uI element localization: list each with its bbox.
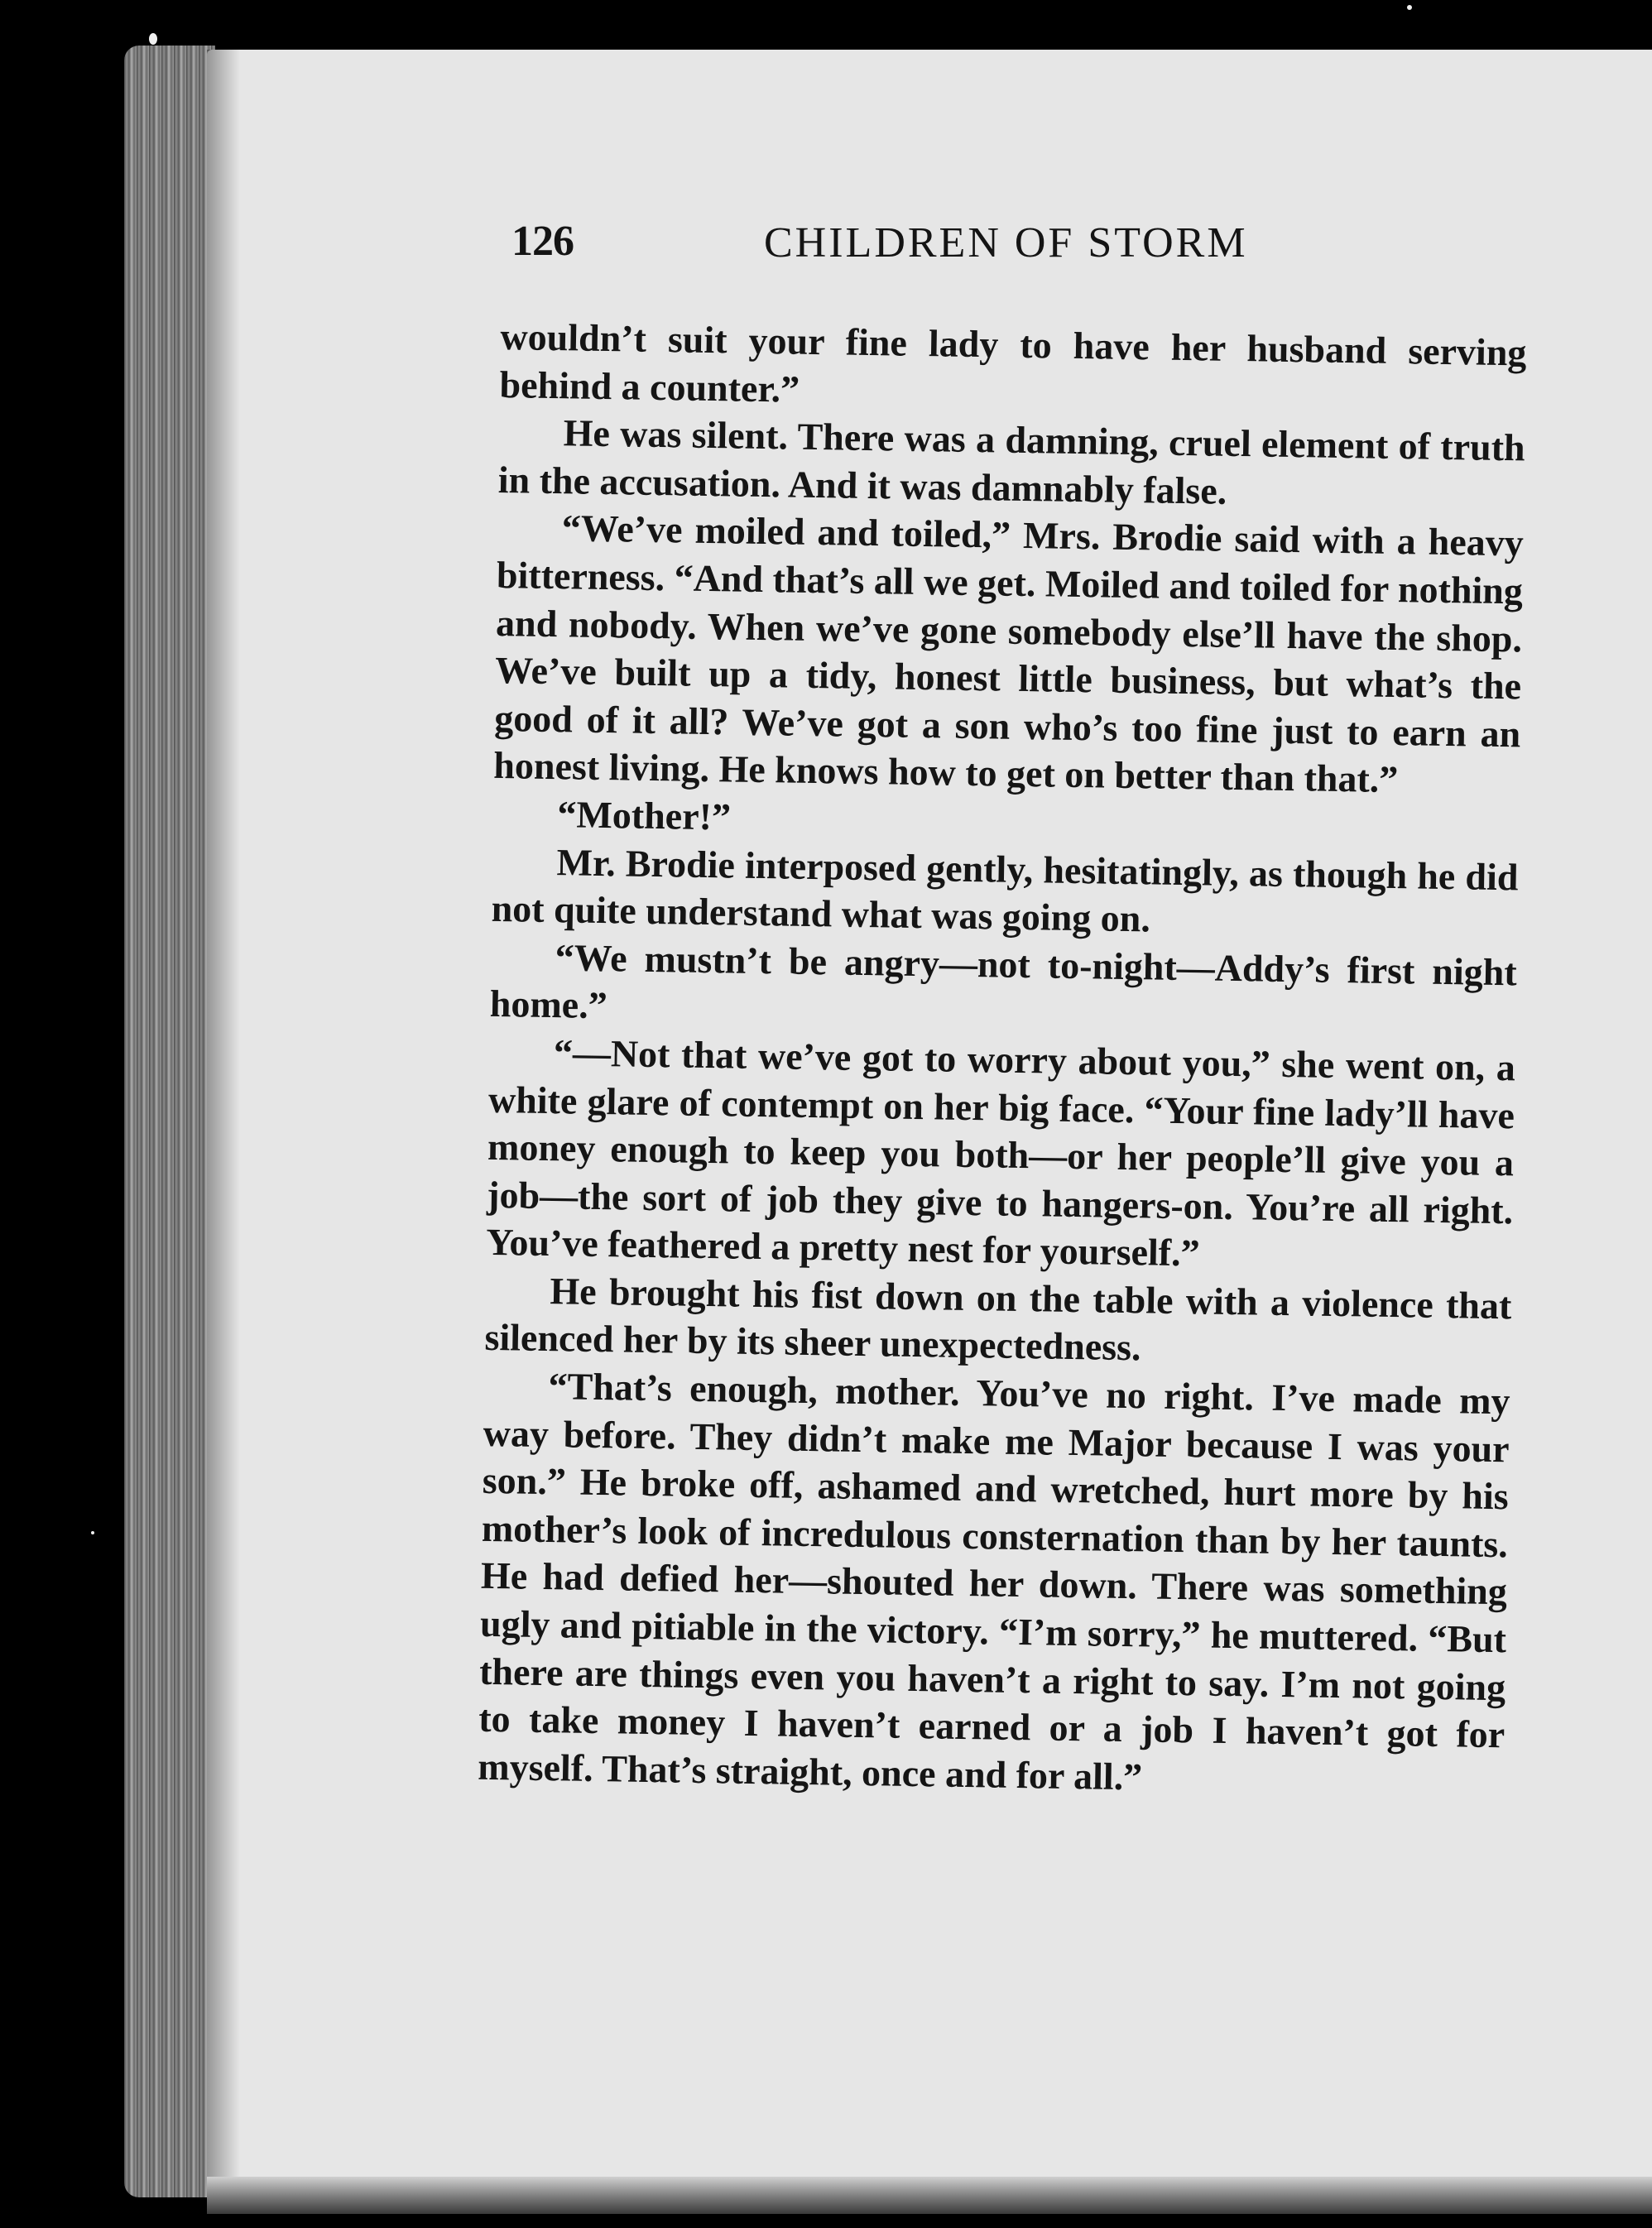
running-title: CHILDREN OF STORM: [764, 219, 1248, 266]
paragraph: wouldn’t suit your fine lady to have her husband serving behind a counter.”: [499, 315, 1527, 411]
paragraph: “That’s enough, mother. You’ve no right. I’ve made my way before. They didn’t make me Major because I was your son.” He broke off, ashamed and wretched, hurt more by his mother’s look of incredulous consternation than by her taunts. He had defied her—shouted her down. There was something ugly and pitiable in the victory. “I’m sorry,” he muttered. “But there are things even you haven’t a right to say. I’m not going to take money I haven’t earned or a job I haven’t got for myself. That’s straight, once and for all.”: [478, 1365, 1510, 1798]
page-edge: [124, 46, 215, 2197]
paragraph: “Mother!”: [557, 793, 732, 838]
paragraph: He was silent. There was a damning, cruel element of truth in the accusation. And it was damnably false.: [497, 411, 1525, 512]
scan-speck: [149, 33, 157, 45]
bottom-page-edge: [207, 2177, 1652, 2214]
running-head: [511, 217, 1339, 283]
body-text: [478, 313, 1527, 1807]
scan-speck: [1407, 5, 1412, 10]
paragraph: “We mustn’t be angry—not to-night—Addy’s first night home.”: [489, 935, 1518, 1027]
paragraph: “—Not that we’ve got to worry about you,” she went on, a white glare of contempt on her big face. “Your fine lady’ll have money enough to keep you both—or her people’ll give you a job—the sort of job they give to hangers-on. You’re all right. You’ve feathered a pretty nest for yourself.”: [485, 1031, 1516, 1275]
paragraph: Mr. Brodie interposed gently, hesitatingly, as though he did not quite understand what was going on.: [491, 840, 1519, 940]
paragraph: He brought his fist down on the table with a violence that silenced her by its sheer unexpectedness.: [484, 1269, 1512, 1369]
scan-speck: [91, 1531, 94, 1534]
gutter-shadow: [207, 50, 240, 2211]
page-number: 126: [511, 218, 574, 265]
paragraph: “We’ve moiled and toiled,” Mrs. Brodie said with a heavy bitterness. “And that’s all we get. Moiled and toiled for nothing and nobody. When we’ve gone somebody else’ll have the shop. We’ve built up a tidy, honest little business, but what’s the good of it all? We’ve got a son who’s too fine just to earn an honest living. He knows how to get on better than that.”: [493, 507, 1525, 801]
